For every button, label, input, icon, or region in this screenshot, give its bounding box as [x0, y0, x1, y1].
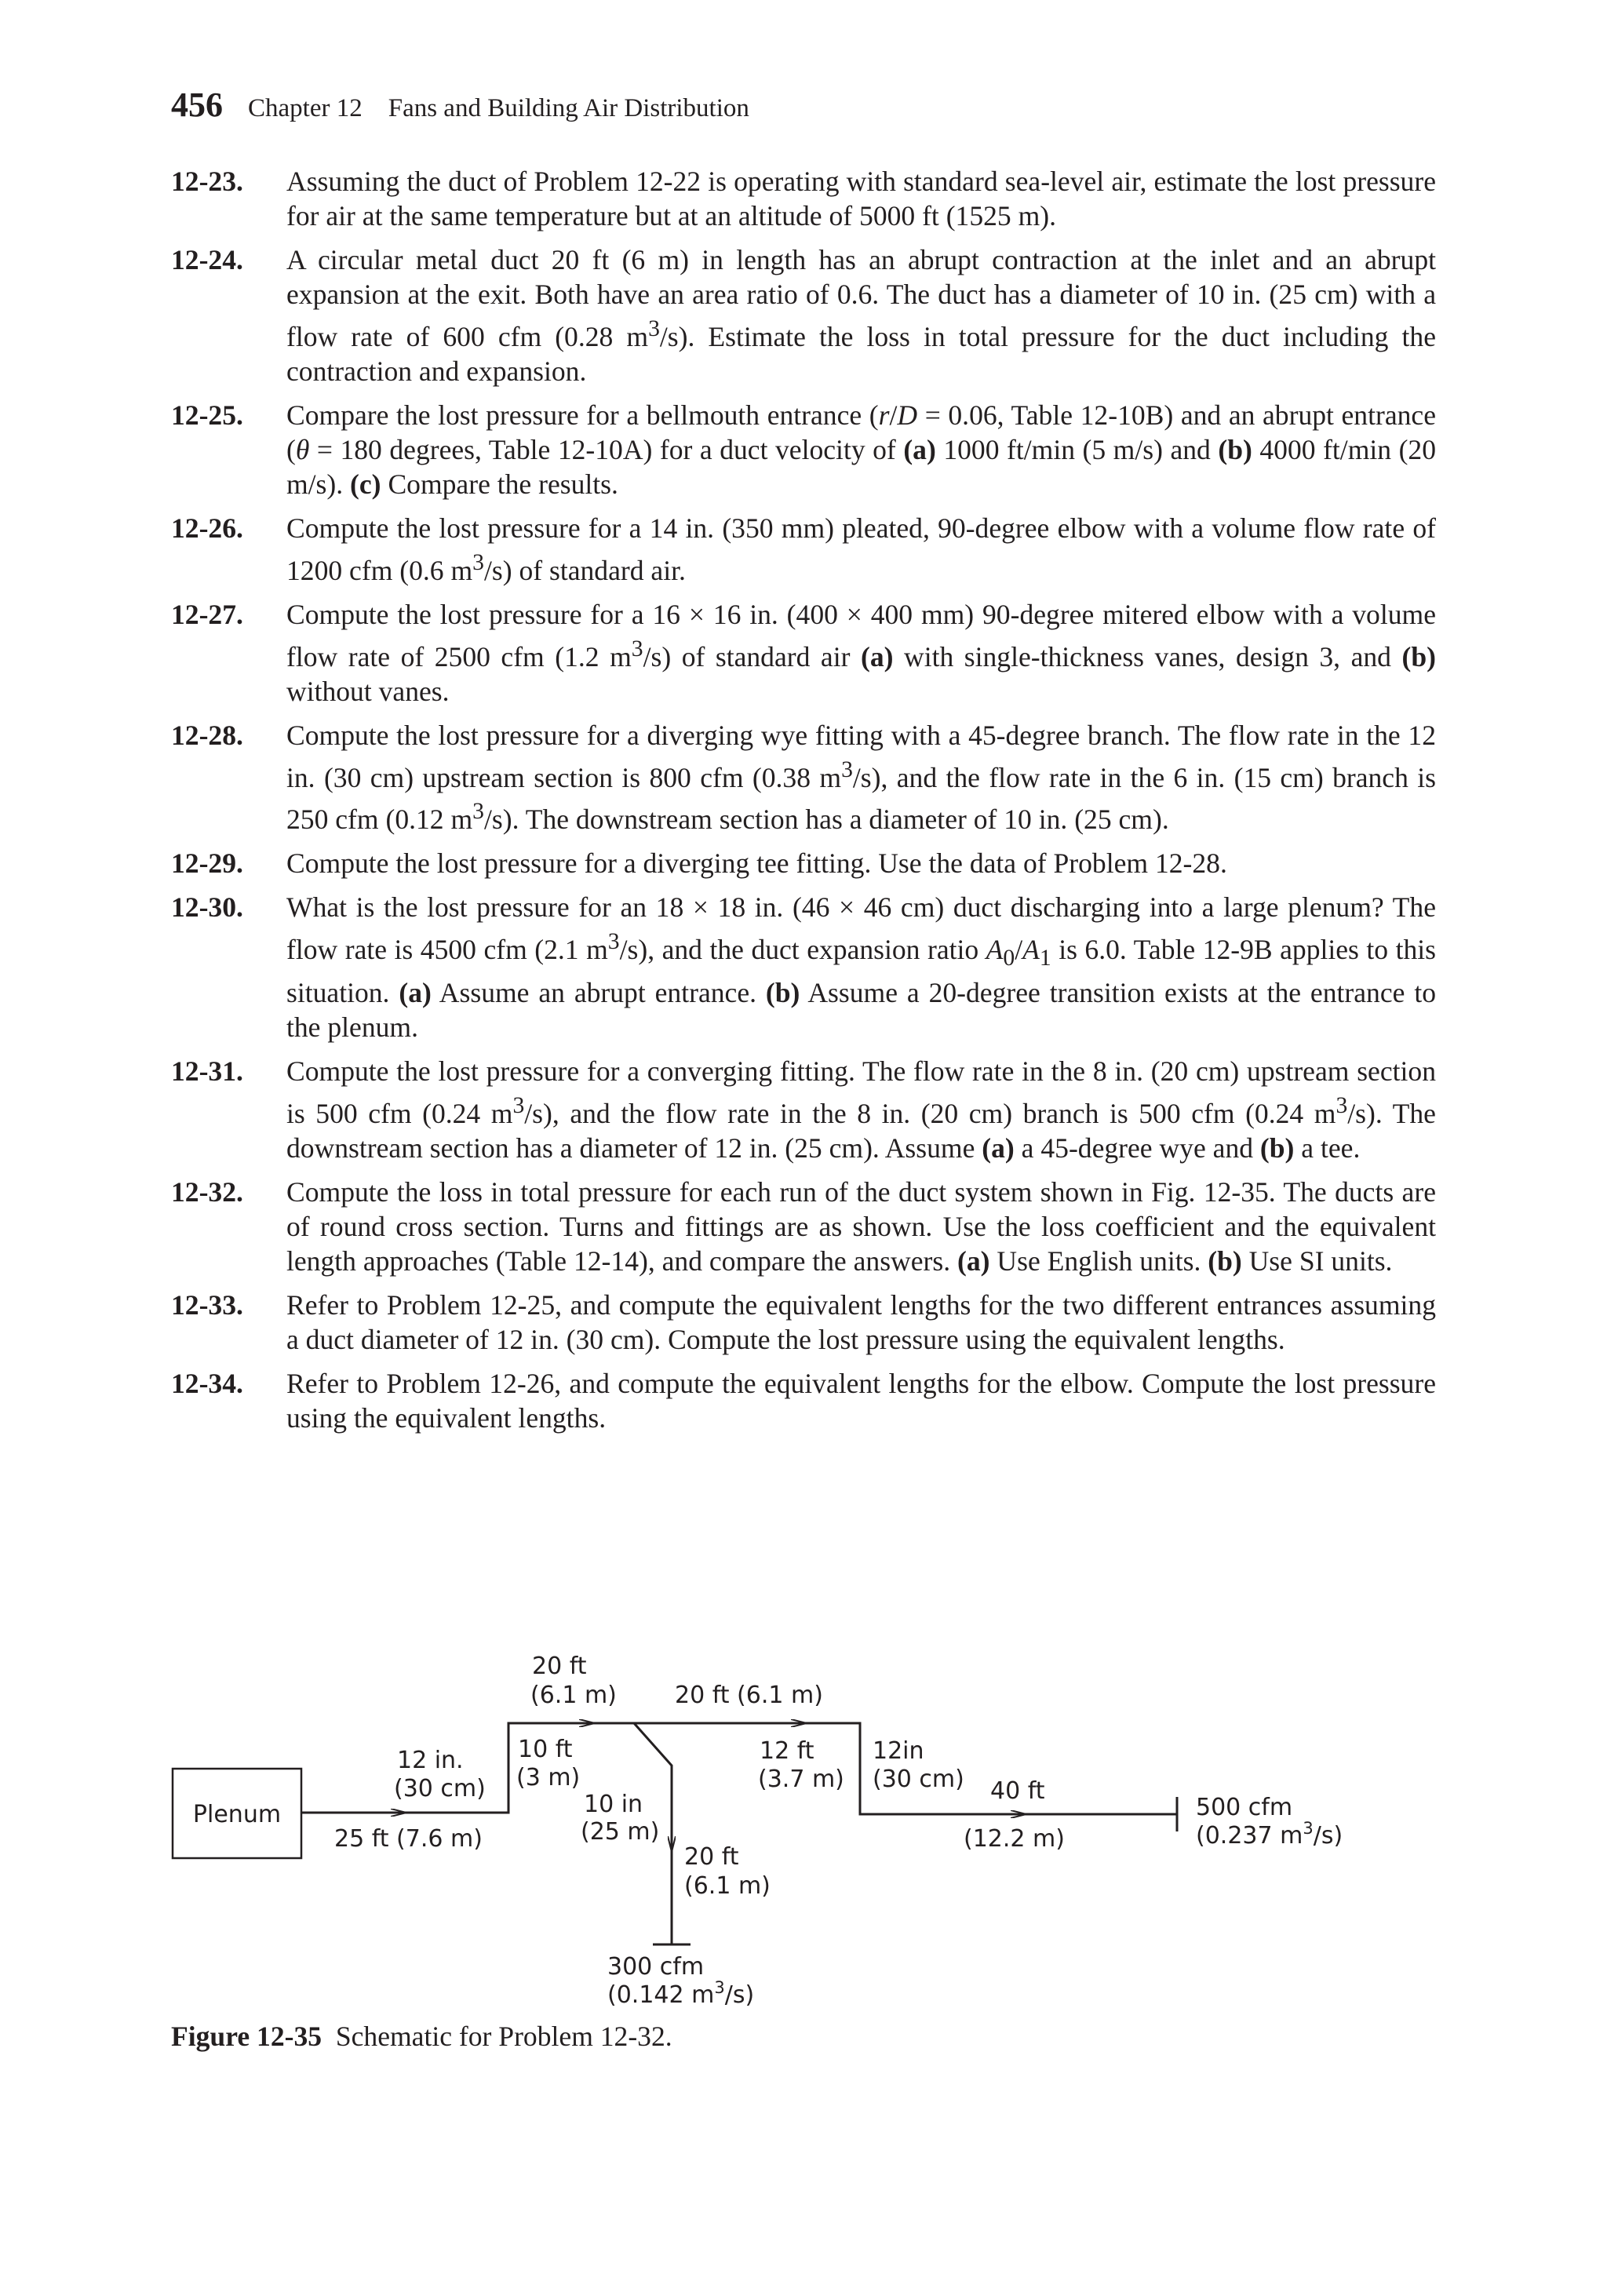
problem-number: 12-26. [171, 512, 243, 544]
problem-item [171, 1054, 1436, 1165]
drop-dia-label: 12in [873, 1737, 924, 1765]
problem-number: 12-28. [171, 719, 243, 751]
problem-item [171, 1366, 1436, 1435]
problem-item [171, 511, 1436, 588]
problem-item [171, 1175, 1436, 1278]
branch-dia-si-label: (25 m) [581, 1818, 660, 1846]
problem-text: Compute the loss in total pressure for each run of the duct system shown in Fig. 12-35. The ducts are of round cross section. Turns and fittings are as shown. Use the loss coefficient and the equivalent length approaches (Table 12-14), and compare the answers. (a) Use English units. (b) Use SI units. [286, 1176, 1436, 1277]
page-header [171, 85, 749, 132]
branch-dia-label: 10 in [584, 1791, 643, 1818]
problem-item [171, 846, 1436, 880]
figure-12-35 [171, 1648, 1436, 2024]
problem-text: Compare the lost pressure for a bellmouth entrance (r/D = 0.06, Table 12-10B) and an abrupt entrance (θ = 180 degrees, Table 12-10A) for a duct velocity of (a) 1000 ft/min (5 m/s) and (b) 4000 ft/min (20 m/s). (c) Compare the results. [286, 399, 1436, 500]
problem-text: Compute the lost pressure for a 14 in. (350 mm) pleated, 90-degree elbow with a volume flow rate of 1200 cfm (0.6 $m^3/s$) of standard air. [286, 512, 1436, 586]
problem-text: Assuming the duct of Problem 12-22 is operating with standard sea-level air, estimate the lost pressure for air at the same temperature but at an altitude of 5000 ft (1525 m). [286, 166, 1436, 231]
problem-item [171, 398, 1436, 501]
caption-text: Schematic for Problem 12-32. [335, 2021, 672, 2052]
plenum-label: Plenum [192, 1801, 282, 1828]
problem-number: 12-24. [171, 244, 243, 275]
seg1-dia-si-label: (30 cm) [394, 1775, 486, 1802]
drop-length-si-label: (3.7 m) [758, 1766, 844, 1793]
problem-number: 12-27. [171, 598, 243, 630]
problem-number: 12-34. [171, 1368, 243, 1400]
problem-number: 12-30. [171, 891, 243, 924]
rise-length-si-label: (3 m) [516, 1764, 581, 1791]
problem-item [171, 718, 1436, 837]
problem-text: A circular metal duct 20 ft (6 m) in length has an abrupt contraction at the inlet and an abrupt expansion at the exit. Both have an area ratio of 0.6. The duct has a diameter of 10 in. (25 cm) with a flow rate of 600 cfm (0.28 $m^3/s$). Estimate the loss in total pressure for the duct including the contraction and expansion. [286, 244, 1436, 387]
figure-caption [171, 2020, 672, 2053]
caption-label: Figure 12-35 [171, 2021, 322, 2052]
problem-text: Compute the lost pressure for a converging fitting. The flow rate in the 8 in. (20 cm) upstream section is 500 cfm (0.24 $m^3/s$), and the flow rate in the 8 in. (20 cm) branch is 500 cfm (0.24 $m^3/s$). The downstream section has a diameter of 12 in. (25 cm). Assume (a) a 45-degree wye and (b) a tee. [286, 1055, 1436, 1164]
final-length-label: 40 ft [990, 1777, 1045, 1805]
rise-length-label: 10 ft [518, 1736, 573, 1763]
problem-item [171, 164, 1436, 233]
branch-flow-label: 300 cfm [607, 1953, 705, 1981]
top-left-length-si-label: (6.1 m) [530, 1682, 617, 1709]
seg1-dia-label: 12 in. [397, 1747, 464, 1774]
drop-length-label: 12 ft [760, 1737, 814, 1765]
end-flow-si-label: (0.237 $m^3/s$) [1196, 1819, 1343, 1850]
branch-length-label: 20 ft [684, 1843, 739, 1871]
problem-text: What is the lost pressure for an 18 × 18 in. (46 × 46 cm) duct discharging into a large plenum? The flow rate is 4500 cfm (2.1 $m^3/s$), and the duct expansion ratio $A_0/A_1$ is 6.0. Table 12-9B applies to this situation. (a) Assume an abrupt entrance. (b) Assume a 20-degree transition exists at the entrance to the plenum. [286, 891, 1436, 1044]
top-left-length-label: 20 ft [532, 1653, 587, 1680]
problem-item [171, 890, 1436, 1044]
problem-number: 12-25. [171, 399, 243, 431]
running-head: Chapter 12 Fans and Building Air Distribution [248, 94, 749, 122]
problem-text: Refer to Problem 12-25, and compute the equivalent lengths for the two different entrances assuming a duct diameter of 12 in. (30 cm). Compute the lost pressure using the equivalent lengths. [286, 1289, 1436, 1356]
problem-list [171, 164, 1436, 1445]
seg1-length-label: 25 ft (7.6 m) [334, 1825, 483, 1853]
final-length-si-label: (12.2 m) [964, 1825, 1065, 1853]
drop-dia-si-label: (30 cm) [873, 1766, 964, 1793]
problem-number: 12-32. [171, 1176, 243, 1208]
branch-flow-si-label: (0.142 $m^3/s$) [607, 1978, 755, 2009]
problem-text: Compute the lost pressure for a diverging tee fitting. Use the data of Problem 12-28. [286, 847, 1227, 880]
problem-item [171, 1288, 1436, 1357]
problem-text: Refer to Problem 12-26, and compute the equivalent lengths for the elbow. Compute the lost pressure using the equivalent lengths. [286, 1368, 1436, 1434]
top-right-length-label: 20 ft (6.1 m) [675, 1682, 823, 1709]
problem-text: Compute the lost pressure for a diverging wye fitting with a 45-degree branch. The flow rate in the 12 in. (30 cm) upstream section is 800 cfm (0.38 $m^3/s$), and the flow rate in the 6 in. (15 cm) branch is 250 cfm (0.12 $m^3/s$). The downstream section has a diameter of 10 in. (25 cm). [286, 719, 1436, 836]
problem-number: 12-31. [171, 1055, 243, 1088]
branch-length-si-label: (6.1 m) [684, 1872, 771, 1900]
problem-text: Compute the lost pressure for a 16 × 16 in. (400 × 400 mm) 90-degree mitered elbow with a volume flow rate of 2500 cfm (1.2 $m^3/s$) of standard air (a) with single-thickness vanes, design 3, and (b) without vanes. [286, 598, 1436, 707]
page-number: 456 [171, 86, 223, 124]
duct-schematic [171, 1648, 1436, 2024]
problem-item [171, 597, 1436, 709]
problem-item [171, 242, 1436, 388]
end-flow-label: 500 cfm [1196, 1794, 1293, 1821]
problem-number: 12-29. [171, 847, 243, 880]
problem-number: 12-23. [171, 166, 243, 197]
problem-number: 12-33. [171, 1289, 243, 1321]
